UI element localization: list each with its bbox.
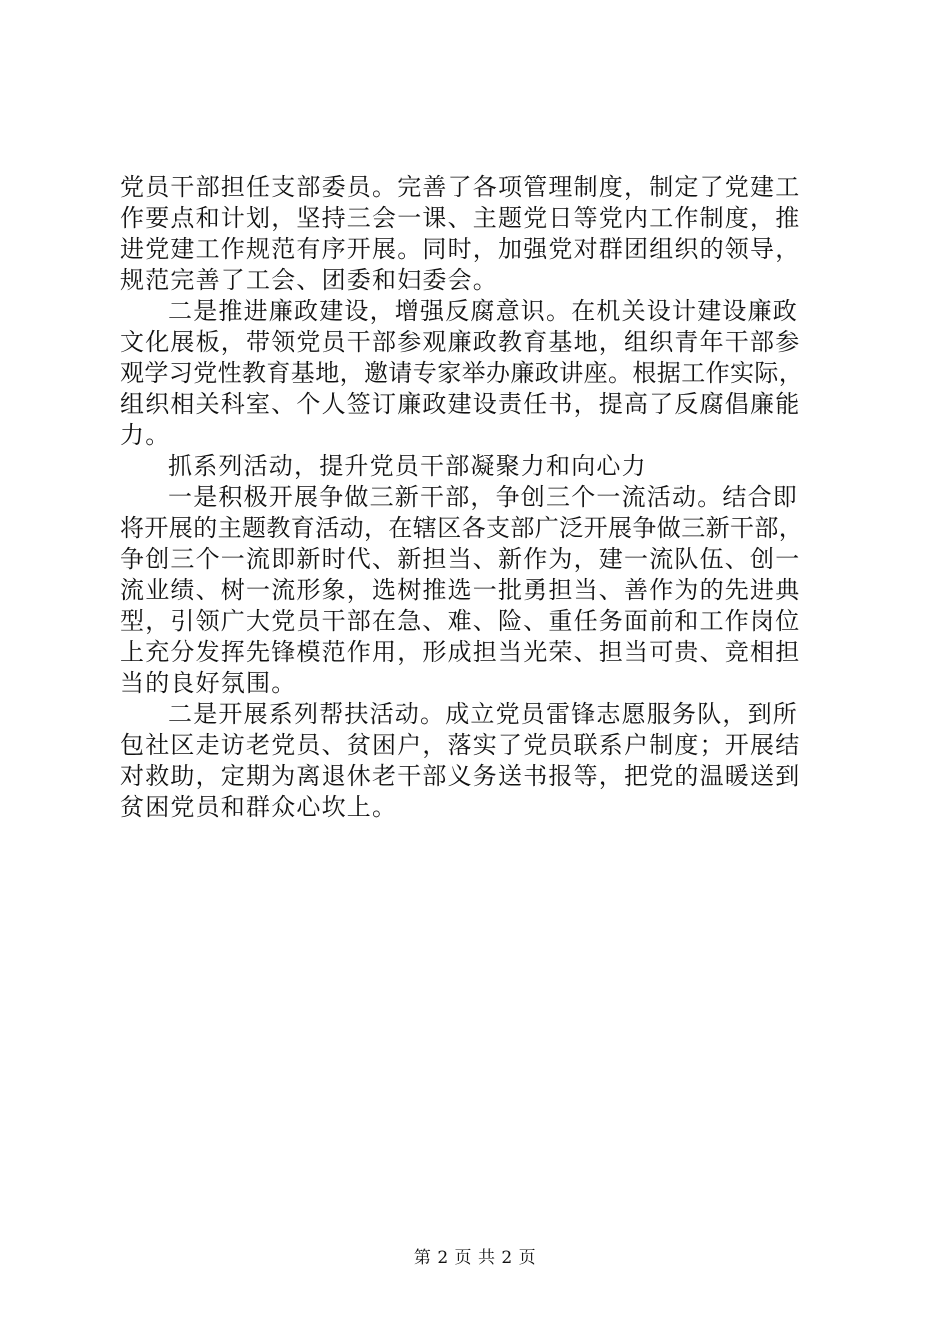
text-line: 二是开展系列帮扶活动。成立党员雷锋志愿服务队，到所 bbox=[168, 700, 798, 728]
text-line: 对救助，定期为离退休老干部义务送书报等，把党的温暖送到 bbox=[120, 762, 801, 790]
text-line: 将开展的主题教育活动，在辖区各支部广泛开展争做三新干部， bbox=[120, 514, 804, 542]
text-line: 进党建工作规范有序开展。同时，加强党对群团组织的领导， bbox=[120, 235, 801, 263]
text-line: 观学习党性教育基地，邀请专家举办廉政讲座。根据工作实际， bbox=[120, 359, 804, 387]
section-heading: 抓系列活动，提升党员干部凝聚力和向心力 bbox=[168, 452, 647, 480]
text-line: 上充分发挥先锋模范作用，形成担当光荣、担当可贵、竞相担 bbox=[120, 638, 801, 666]
page-footer: 第 2 页 共 2 页 bbox=[413, 1248, 537, 1268]
text-line: 一是积极开展争做三新干部，争创三个一流活动。结合即 bbox=[168, 483, 798, 511]
text-line: 二是推进廉政建设，增强反腐意识。在机关设计建设廉政 bbox=[168, 297, 798, 325]
text-line: 当的良好氛围。 bbox=[120, 669, 297, 697]
text-line: 流业绩、树一流形象，选树推选一批勇担当、善作为的先进典 bbox=[120, 576, 801, 604]
text-line: 争创三个一流即新时代、新担当、新作为，建一流队伍、创一 bbox=[120, 545, 801, 573]
text-line: 包社区走访老党员、贫困户，落实了党员联系户制度；开展结 bbox=[120, 731, 801, 759]
text-line: 组织相关科室、个人签订廉政建设责任书，提高了反腐倡廉能 bbox=[120, 390, 801, 418]
text-line: 型，引领广大党员干部在急、难、险、重任务面前和工作岗位 bbox=[120, 607, 801, 635]
text-line: 文化展板，带领党员干部参观廉政教育基地，组织青年干部参 bbox=[120, 328, 801, 356]
body-text bbox=[120, 172, 840, 823]
text-line: 党员干部担任支部委员。完善了各项管理制度，制定了党建工 bbox=[120, 173, 801, 201]
text-line: 规范完善了工会、团委和妇委会。 bbox=[120, 266, 498, 294]
text-line: 力。 bbox=[120, 421, 171, 449]
text-line: 作要点和计划，坚持三会一课、主题党日等党内工作制度，推 bbox=[120, 204, 801, 232]
text-line: 贫困党员和群众心坎上。 bbox=[120, 793, 398, 821]
